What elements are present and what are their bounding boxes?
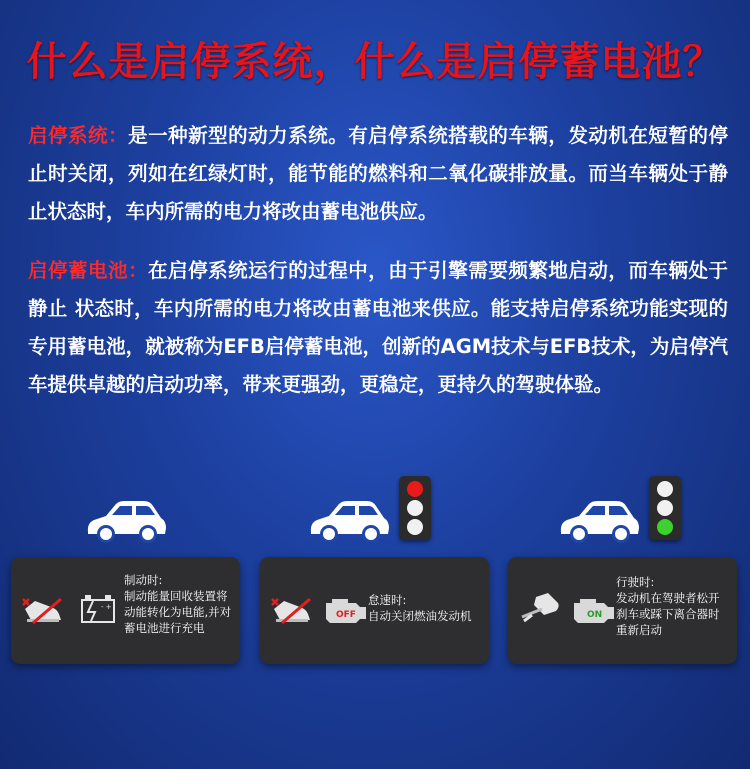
- idling-text: [368, 592, 480, 624]
- engine-on-label: ON: [587, 610, 603, 620]
- released-pedal-icon: [522, 593, 559, 621]
- braking-card: [11, 557, 240, 664]
- stage-line: 自动关闭燃油发动机: [368, 609, 472, 623]
- brake-pedal-icon: [272, 599, 310, 623]
- green-light: [657, 519, 673, 535]
- red-light: [407, 481, 423, 497]
- car-icon: [557, 494, 641, 546]
- stage-heading: 行驶时:: [616, 575, 655, 589]
- red-light: [657, 481, 673, 497]
- green-light: [407, 519, 423, 535]
- start-stop-system-keyword: 启停系统：: [28, 124, 129, 147]
- stage-line: 蓄电池进行充电: [124, 621, 205, 635]
- driving-text: [616, 574, 728, 638]
- start-stop-battery-paragraph: [28, 252, 728, 404]
- battery-icon: [81, 595, 115, 623]
- idling-card: [260, 557, 489, 664]
- amber-light: [657, 500, 673, 516]
- stage-line: 发动机在驾驶者松开: [616, 591, 720, 605]
- amber-light: [407, 500, 423, 516]
- brake-pedal-icon: [23, 599, 61, 623]
- braking-text: [124, 572, 236, 636]
- traffic-light-green-icon: [649, 476, 681, 540]
- engine-icon: [326, 599, 366, 623]
- stage-heading: 制动时:: [124, 573, 163, 587]
- stage-line: 刹车或踩下离合器时: [616, 607, 720, 621]
- car-icon: [84, 494, 168, 546]
- start-stop-battery-keyword: 启停蓄电池：: [28, 259, 149, 282]
- stage-line: 重新启动: [616, 623, 662, 637]
- page-title: 什么是启停系统，什么是启停蓄电池？: [26, 39, 724, 85]
- traffic-light-red-icon: [399, 476, 431, 540]
- svg-text:- +: - +: [101, 603, 112, 611]
- start-stop-system-paragraph: [28, 117, 728, 231]
- driving-card: [508, 557, 737, 664]
- engine-off-label: OFF: [336, 610, 356, 620]
- idling-icons: [270, 587, 370, 627]
- stage-heading: 怠速时:: [368, 593, 407, 607]
- braking-icons: [21, 587, 121, 627]
- engine-icon: [574, 599, 614, 623]
- stage-line: 动能转化为电能,并对: [124, 605, 232, 619]
- start-stop-system-description: 是一种新型的动力系统。有启停系统搭载的车辆，发动机在短暂的停止时关闭，列如在红绿灯时，能节能的燃料和二氧化碳排放量。而当车辆处于静止状态时，车内所需的电力将改由蓄电池供应。: [28, 124, 728, 223]
- start-stop-battery-description: 在启停系统运行的过程中，由于引擎需要频繁地启动，而车辆处于静止 状态时，车内所需的电力将改由蓄电池来供应。能支持启停系统功能实现的专用蓄电池，就被称为EFB启停蓄电池，创新的AGM技术与EFB技术，为启停汽车提供卓越的启动功率，带来更强劲，更稳定，更持久的驾驶体验。: [28, 259, 728, 396]
- driving-icons: [518, 587, 618, 627]
- stage-line: 制动能量回收装置将: [124, 589, 228, 603]
- car-icon: [307, 494, 391, 546]
